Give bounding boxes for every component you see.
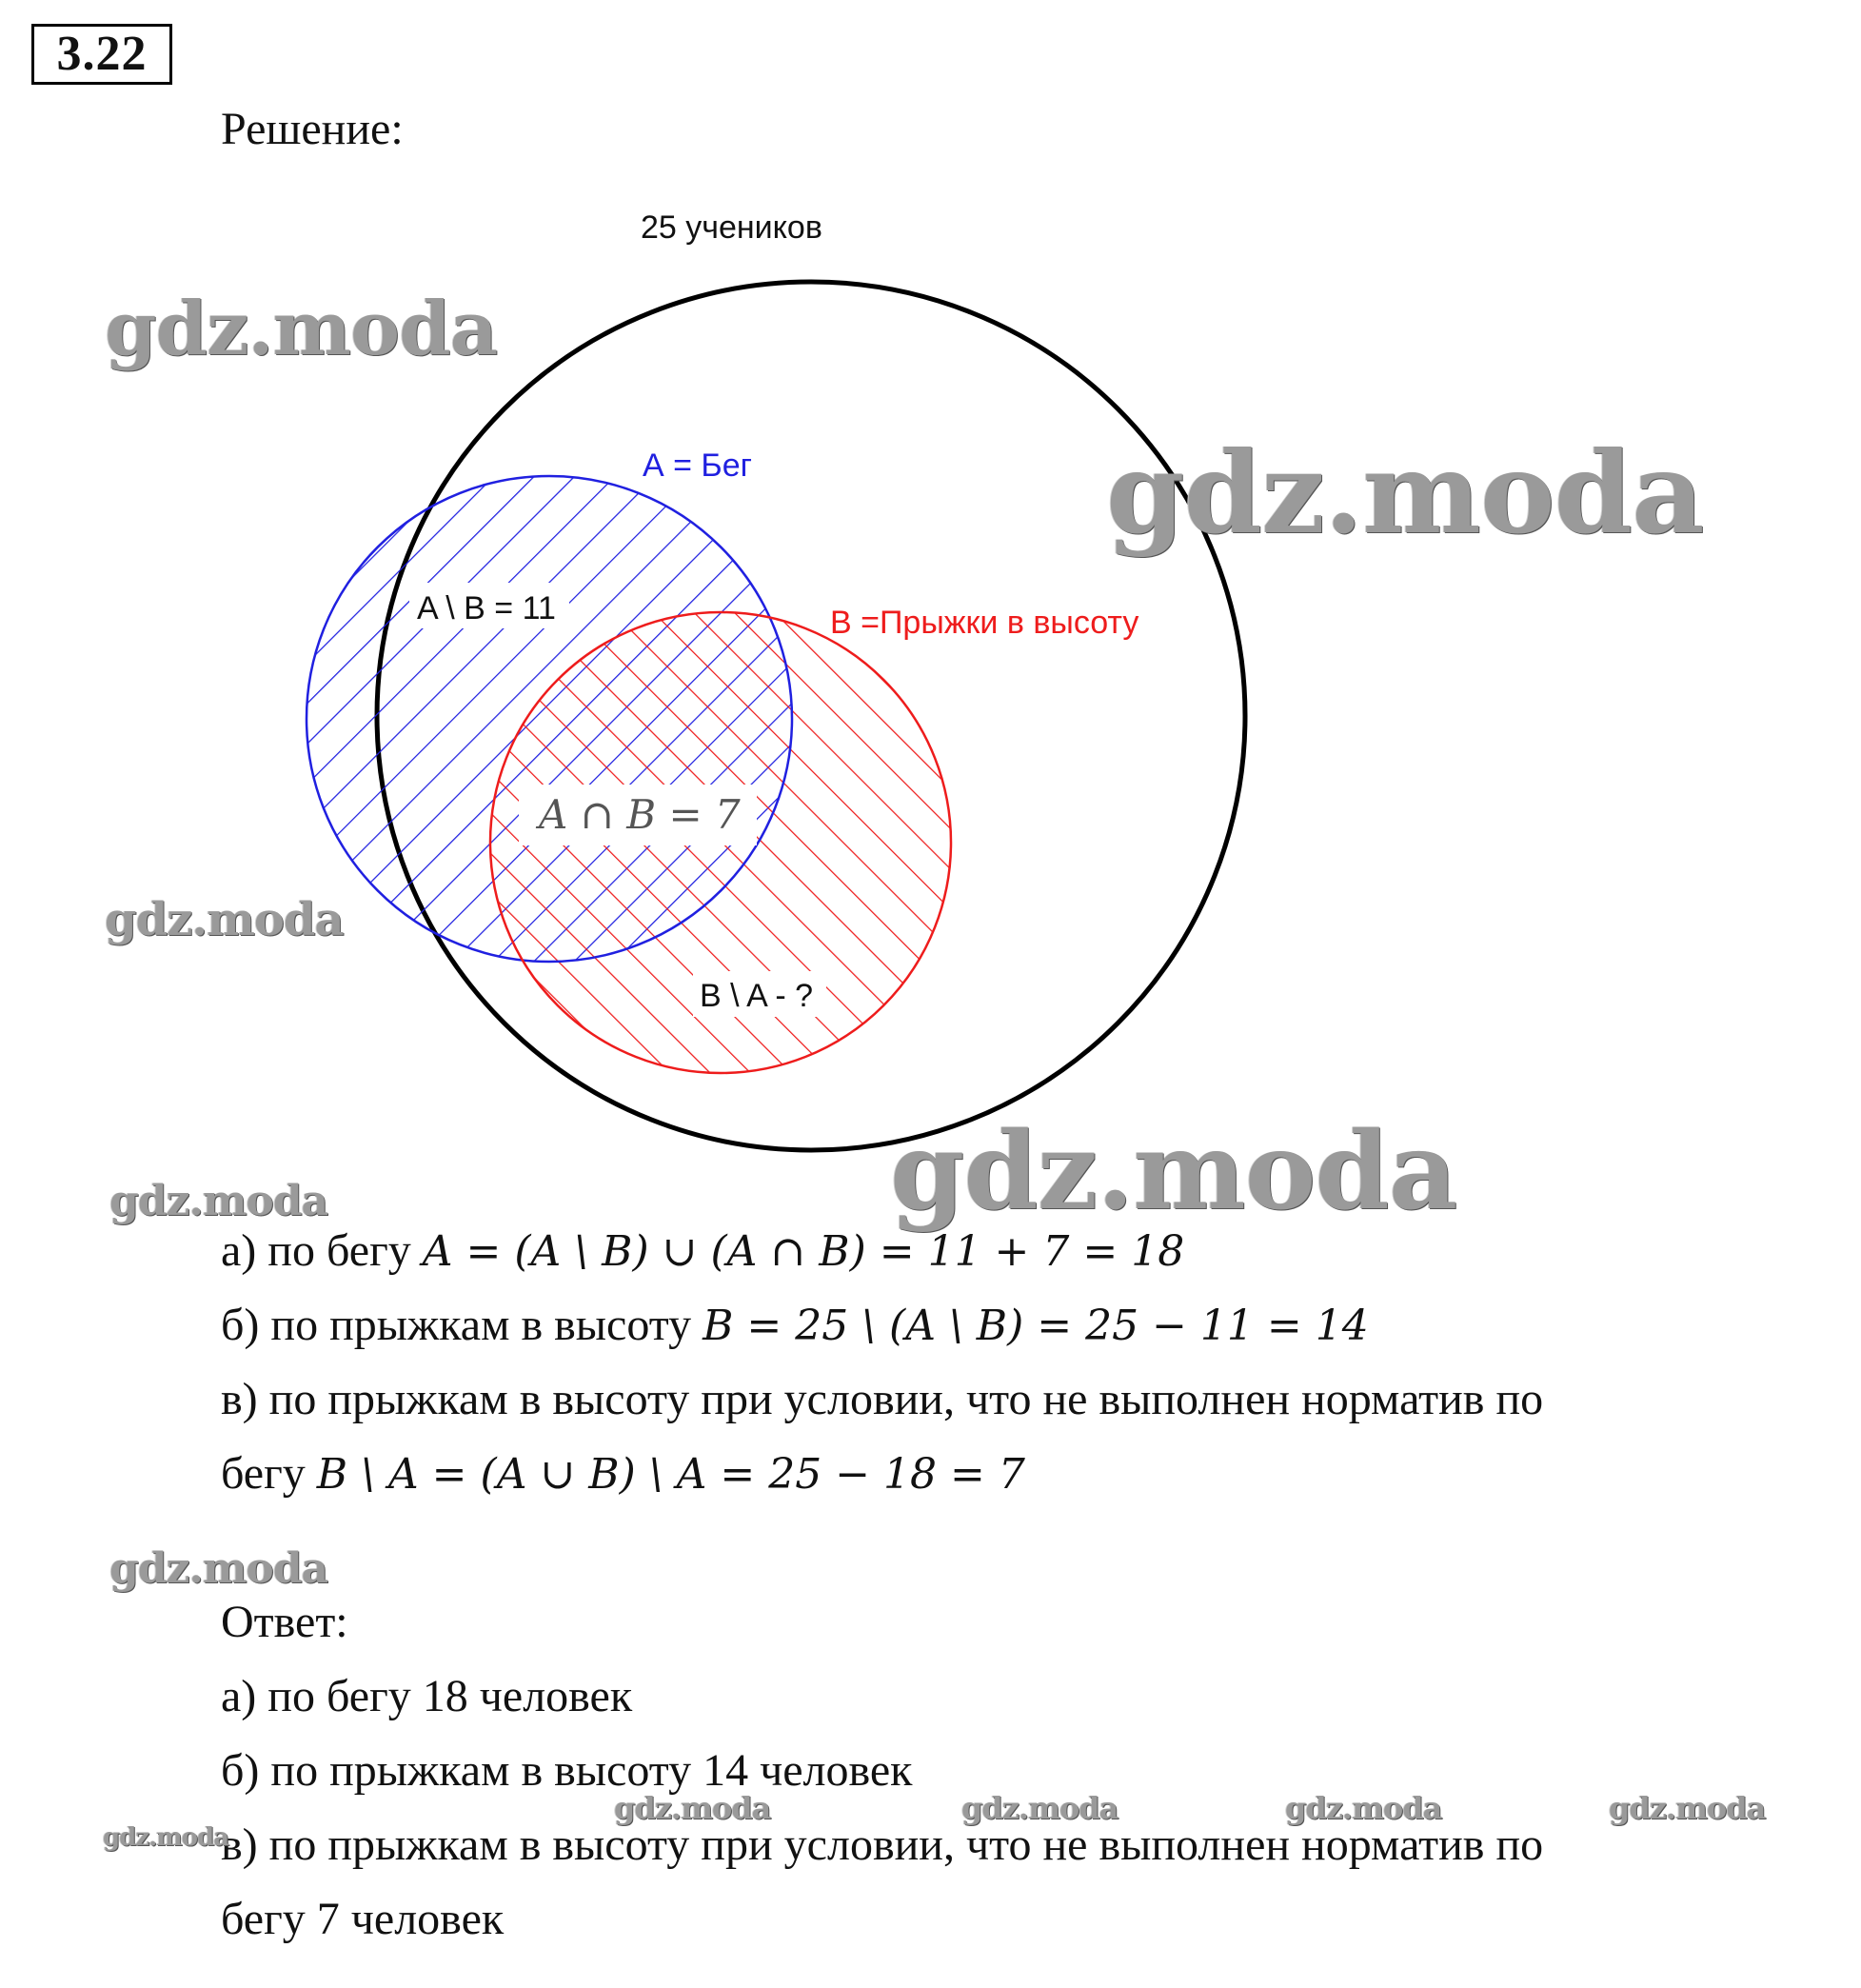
solution-b-prefix: б) по прыжкам в высоту xyxy=(221,1300,703,1350)
set-b-label: В =Прыжки в высоту xyxy=(830,605,1139,641)
watermark: gdz.moda xyxy=(614,1790,771,1826)
watermark: gdz.moda xyxy=(109,1177,328,1225)
watermark: gdz.moda xyxy=(961,1790,1119,1826)
solution-b xyxy=(221,1302,1369,1348)
problem-number: 3.22 xyxy=(31,24,172,85)
watermark: gdz.moda xyxy=(105,286,498,372)
watermark: gdz.moda xyxy=(890,1109,1457,1234)
answer-a: а) по бегу 18 человек xyxy=(221,1671,633,1721)
answer-c-line1: в) по прыжкам в высоту при условии, что не выполнен норматив по xyxy=(221,1819,1544,1870)
solution-c-line1: в) по прыжкам в высоту при условии, что не выполнен норматив по xyxy=(221,1374,1544,1424)
watermark: gdz.moda xyxy=(1609,1790,1766,1826)
solution-heading: Решение: xyxy=(221,104,404,154)
set-a-label: А = Бег xyxy=(643,447,753,484)
answer-heading: Ответ: xyxy=(221,1597,348,1647)
b-minus-a-label: B \ A - ? xyxy=(700,978,814,1014)
watermark: gdz.moda xyxy=(1106,427,1704,559)
solution-a-formula: A = (A \ B) ∪ (A ∩ B) = 11 + 7 = 18 xyxy=(422,1227,1185,1276)
solution-a xyxy=(221,1225,1185,1276)
answer-c-line2: бегу 7 человек xyxy=(221,1894,505,1944)
watermark: gdz.moda xyxy=(105,893,344,946)
solution-a-prefix: а) по бегу xyxy=(221,1225,423,1276)
watermark: gdz.moda xyxy=(109,1544,328,1593)
intersection-label: A ∩ B = 7 xyxy=(539,791,741,838)
solution-c-prefix: бегу xyxy=(221,1448,317,1499)
universe-label: 25 учеников xyxy=(641,209,822,246)
watermark: gdz.moda xyxy=(1285,1790,1442,1826)
solution-c-line2 xyxy=(221,1448,1025,1499)
watermark: gdz.moda xyxy=(103,1823,229,1852)
solution-b-formula: B = 25 \ (A \ B) = 25 − 11 = 14 xyxy=(703,1302,1369,1350)
answer-b: б) по прыжкам в высоту 14 человек xyxy=(221,1745,913,1796)
a-minus-b-label: A \ B = 11 xyxy=(417,590,556,626)
solution-c-formula: B \ A = (A ∪ B) \ A = 25 − 18 = 7 xyxy=(316,1450,1025,1499)
